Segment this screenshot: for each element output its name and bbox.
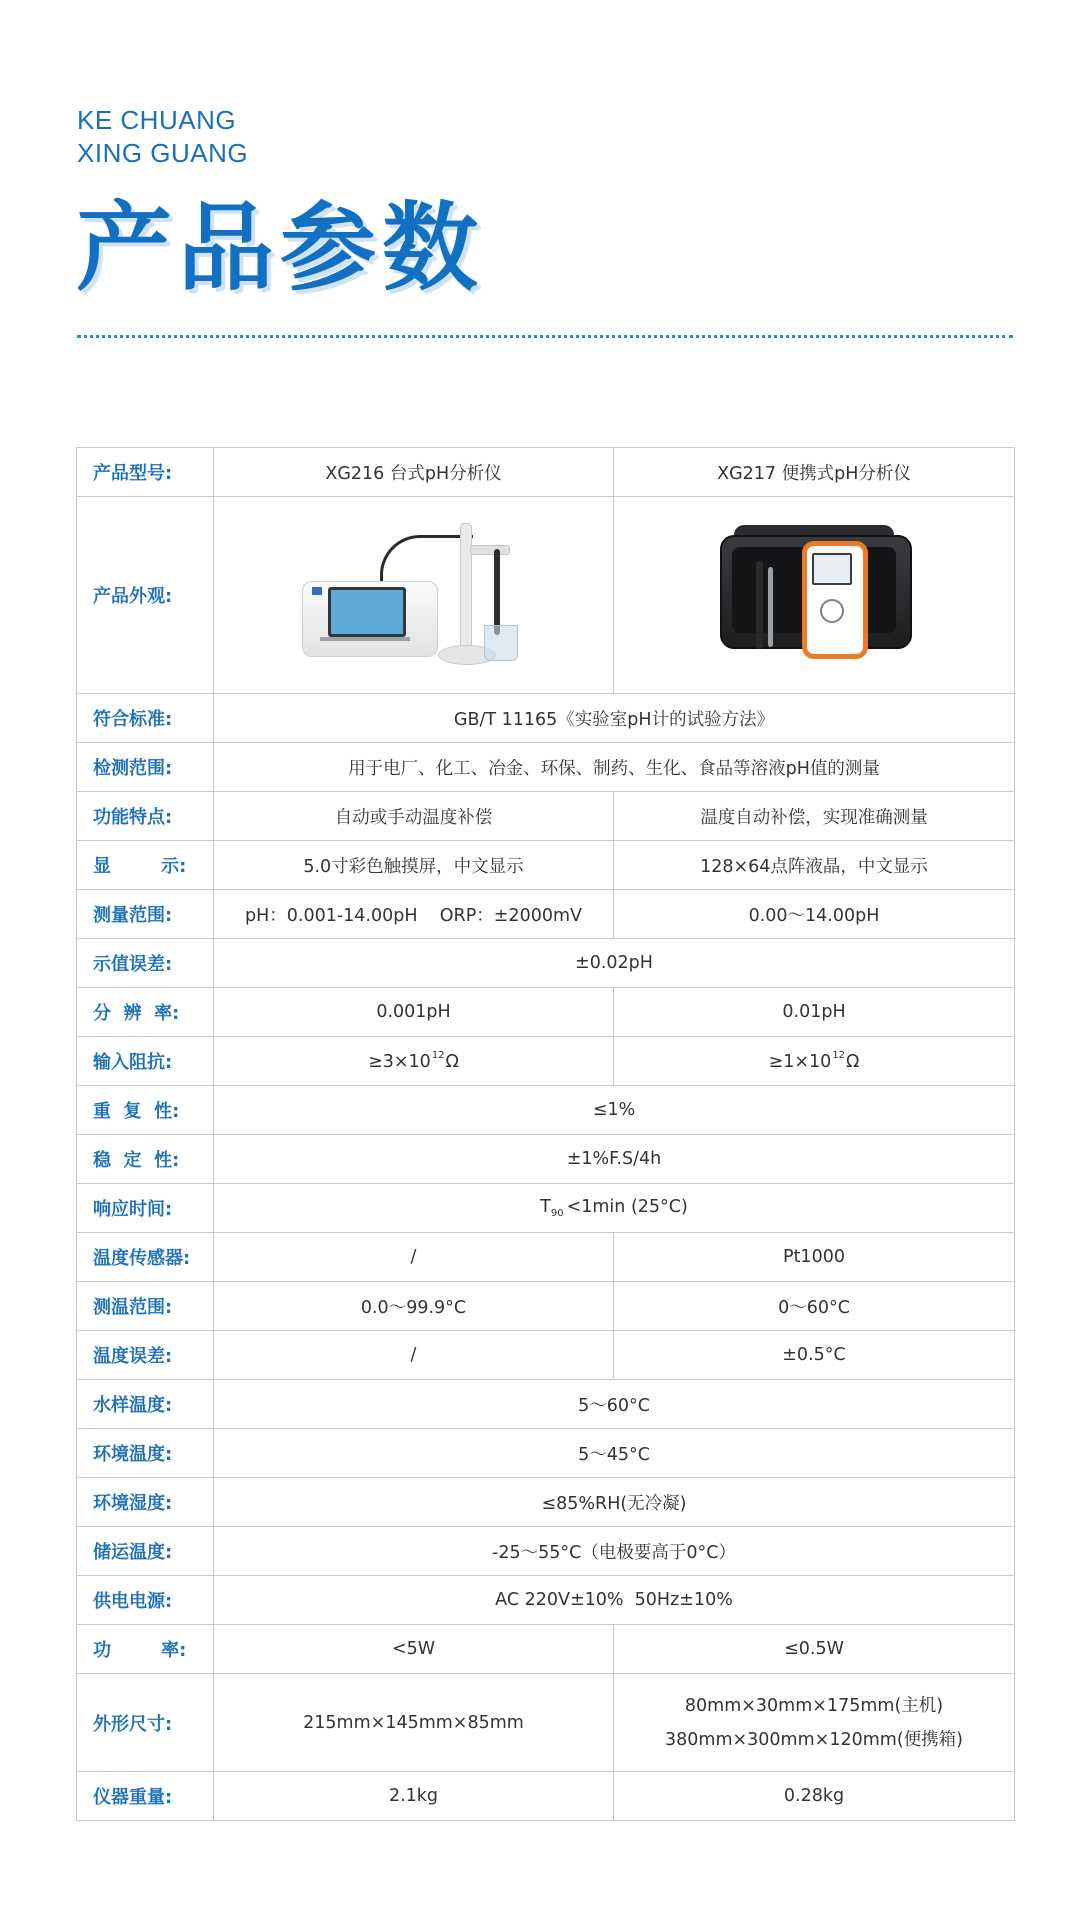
dotted-divider xyxy=(77,335,1013,338)
row-label: 仪器重量: xyxy=(77,1772,214,1821)
table-row xyxy=(77,1576,1015,1625)
row-value-a: <5W xyxy=(214,1625,614,1674)
row-value: ±0.02pH xyxy=(214,939,1015,988)
table-row xyxy=(77,1086,1015,1135)
row-label: 输入阻抗: xyxy=(77,1037,214,1086)
row-value-b xyxy=(614,1037,1015,1086)
row-label: 功能特点: xyxy=(77,792,214,841)
row-label: 外形尺寸: xyxy=(77,1674,214,1772)
row-label: 产品型号: xyxy=(77,448,214,497)
row-label: 检测范围: xyxy=(77,743,214,792)
row-value-b: 温度自动补偿，实现准确测量 xyxy=(614,792,1015,841)
table-row xyxy=(77,497,1015,694)
row-label: 温度误差: xyxy=(77,1331,214,1380)
row-value-a: 0.0～99.9°C xyxy=(214,1282,614,1331)
product-b-image-cell xyxy=(614,497,1015,694)
table-row xyxy=(77,1625,1015,1674)
brand-logo-text xyxy=(77,104,248,170)
row-value-a: 5.0寸彩色触摸屏，中文显示 xyxy=(214,841,614,890)
row-value-b: Pt1000 xyxy=(614,1233,1015,1282)
row-label: 供电电源: xyxy=(77,1576,214,1625)
row-value: 5～45°C xyxy=(214,1429,1015,1478)
page-title: 产品参数 xyxy=(76,191,484,304)
row-label: 温度传感器: xyxy=(77,1233,214,1282)
row-value: 用于电厂、化工、冶金、环保、制药、生化、食品等溶液pH值的测量 xyxy=(214,743,1015,792)
row-value-a: 2.1kg xyxy=(214,1772,614,1821)
row-value: GB/T 11165《实验室pH计的试验方法》 xyxy=(214,694,1015,743)
table-row xyxy=(77,841,1015,890)
brand-line-2: XING GUANG xyxy=(77,138,249,168)
table-row xyxy=(77,988,1015,1037)
row-value-a: 自动或手动温度补偿 xyxy=(214,792,614,841)
portable-ph-meter-image xyxy=(694,515,934,675)
row-value-a: / xyxy=(214,1233,614,1282)
table-row xyxy=(77,448,1015,497)
product-a-name: XG216 台式pH分析仪 xyxy=(214,448,614,497)
brand-line-1: KE CHUANG xyxy=(77,105,237,135)
row-label: 测温范围: xyxy=(77,1282,214,1331)
row-value: ≤1% xyxy=(214,1086,1015,1135)
table-row xyxy=(77,1527,1015,1576)
benchtop-ph-meter-image xyxy=(294,515,534,675)
table-row xyxy=(77,890,1015,939)
impedance-a-base: ≥3×10 xyxy=(368,1052,431,1072)
table-row xyxy=(77,1380,1015,1429)
impedance-b-exponent: 12 xyxy=(832,1050,846,1061)
row-label: 响应时间: xyxy=(77,1184,214,1233)
table-row xyxy=(77,743,1015,792)
table-row xyxy=(77,1135,1015,1184)
impedance-b-base: ≥1×10 xyxy=(768,1052,832,1072)
row-value-a: pH：0.001-14.00pH ORP：±2000mV xyxy=(214,890,614,939)
row-label: 功 率: xyxy=(77,1625,214,1674)
dimension-host: 80mm×30mm×175mm(主机) xyxy=(684,1695,944,1716)
row-value-b: 0.28kg xyxy=(614,1772,1015,1821)
row-label: 测量范围: xyxy=(77,890,214,939)
table-row xyxy=(77,792,1015,841)
impedance-a-exponent: 12 xyxy=(431,1050,445,1061)
row-label: 显 示: xyxy=(77,841,214,890)
row-value: 5～60°C xyxy=(214,1380,1015,1429)
impedance-a-unit: Ω xyxy=(445,1052,459,1072)
row-label: 分 辨 率: xyxy=(77,988,214,1037)
row-label: 示值误差: xyxy=(77,939,214,988)
row-label: 环境温度: xyxy=(77,1429,214,1478)
row-value: ±1%F.S/4h xyxy=(214,1135,1015,1184)
table-row xyxy=(77,1429,1015,1478)
response-subscript: 90 xyxy=(550,1208,564,1219)
row-value-b xyxy=(614,1674,1015,1772)
table-row xyxy=(77,694,1015,743)
table-row xyxy=(77,1478,1015,1527)
row-label: 水样温度: xyxy=(77,1380,214,1429)
row-label: 环境湿度: xyxy=(77,1478,214,1527)
row-value-b: ±0.5°C xyxy=(614,1331,1015,1380)
table-row xyxy=(77,1233,1015,1282)
row-value-b: 128×64点阵液晶，中文显示 xyxy=(614,841,1015,890)
table-row xyxy=(77,939,1015,988)
row-label: 稳 定 性: xyxy=(77,1135,214,1184)
row-value: AC 220V±10% 50Hz±10% xyxy=(214,1576,1015,1625)
row-value-a: / xyxy=(214,1331,614,1380)
table-row xyxy=(77,1772,1015,1821)
table-row xyxy=(77,1331,1015,1380)
row-value-b: 0.00～14.00pH xyxy=(614,890,1015,939)
response-value: <1min (25°C) xyxy=(566,1197,688,1217)
row-value-a xyxy=(214,1037,614,1086)
row-value-b: 0～60°C xyxy=(614,1282,1015,1331)
row-label: 储运温度: xyxy=(77,1527,214,1576)
spec-table xyxy=(76,447,1015,1821)
row-label: 重 复 性: xyxy=(77,1086,214,1135)
product-a-image-cell xyxy=(214,497,614,694)
row-value-a: 215mm×145mm×85mm xyxy=(214,1674,614,1772)
table-row xyxy=(77,1282,1015,1331)
table-row xyxy=(77,1674,1015,1772)
row-value: -25～55°C（电极要高于0°C） xyxy=(214,1527,1015,1576)
row-label: 产品外观: xyxy=(77,497,214,694)
dimension-case: 380mm×300mm×120mm(便携箱) xyxy=(665,1729,963,1750)
row-value xyxy=(214,1184,1015,1233)
row-value: ≤85%RH(无冷凝) xyxy=(214,1478,1015,1527)
impedance-b-unit: Ω xyxy=(846,1052,860,1072)
row-label: 符合标准: xyxy=(77,694,214,743)
row-value-a: 0.001pH xyxy=(214,988,614,1037)
table-row xyxy=(77,1037,1015,1086)
row-value-b: 0.01pH xyxy=(614,988,1015,1037)
row-value-b: ≤0.5W xyxy=(614,1625,1015,1674)
response-symbol: T xyxy=(540,1197,551,1217)
table-row xyxy=(77,1184,1015,1233)
product-b-name: XG217 便携式pH分析仪 xyxy=(614,448,1015,497)
